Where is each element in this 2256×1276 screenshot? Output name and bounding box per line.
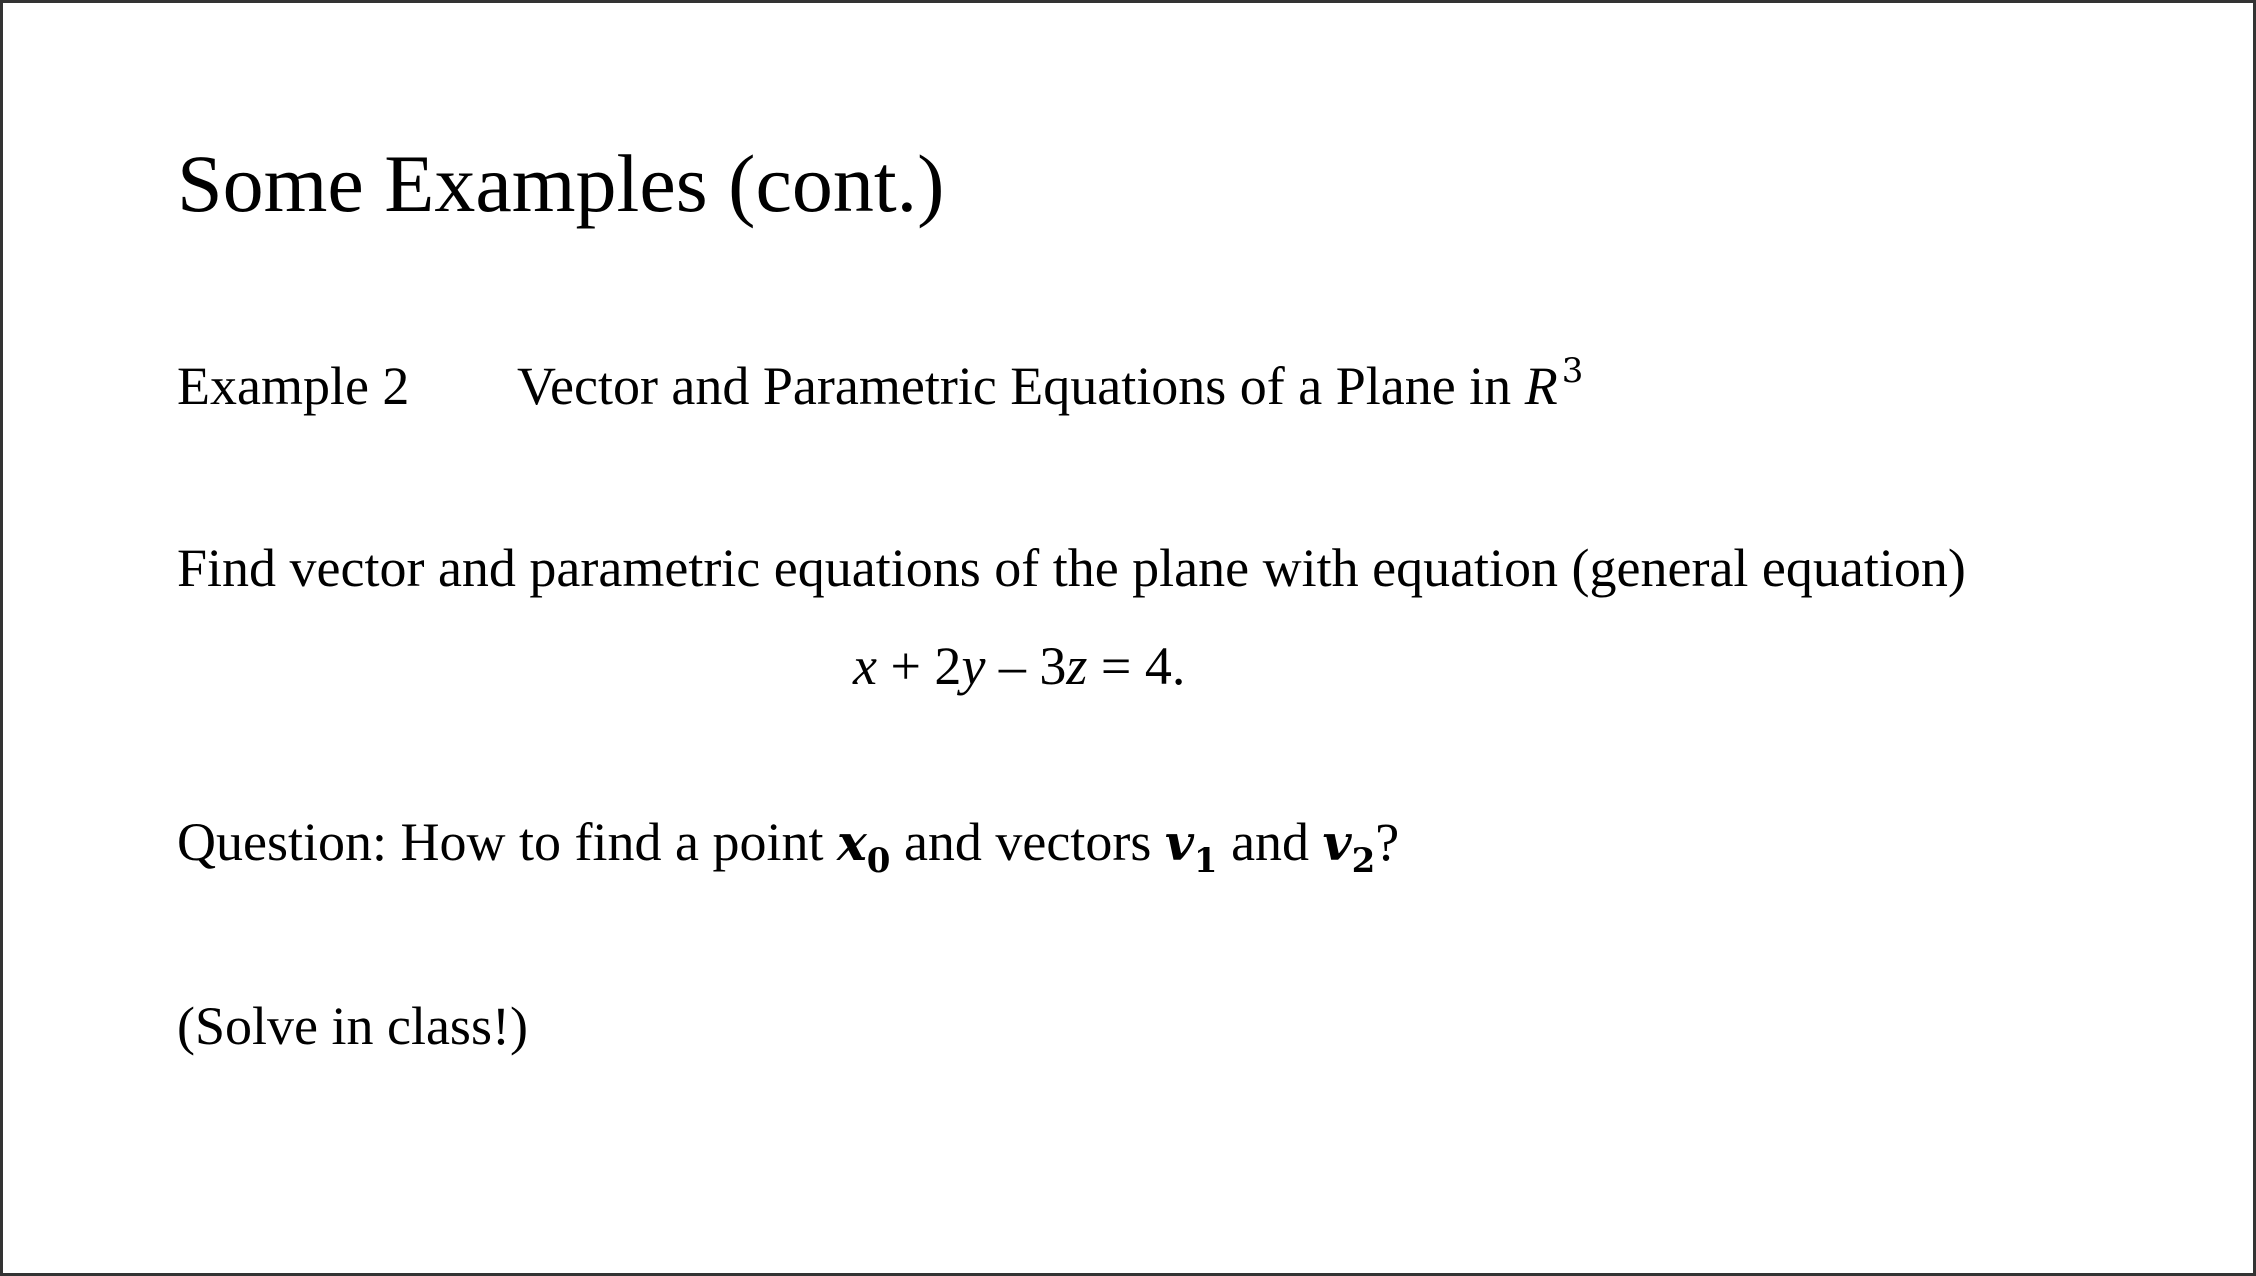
point-x0-var: x [836, 813, 867, 872]
question-mid2: and [1217, 812, 1323, 872]
slide-title: Some Examples (cont.) [177, 138, 945, 229]
point-x0-sub: 0 [866, 841, 891, 881]
plane-equation [853, 636, 1186, 696]
example-line [177, 351, 1584, 416]
vector-v2-var: v [1322, 813, 1352, 872]
question-suffix: ? [1375, 812, 1400, 872]
problem-statement: Find vector and parametric equations of the plane with equation (general equation) [177, 538, 1966, 598]
space-exponent: 3 [1561, 351, 1584, 391]
example-heading-text: Vector and Parametric Equations of a Plane in [517, 356, 1525, 416]
example-heading [517, 351, 1584, 416]
question-prefix: Question: How to find a point [177, 812, 837, 872]
solve-note: (Solve in class!) [177, 996, 528, 1056]
space-symbol: R [1524, 356, 1558, 416]
equation-x: x [853, 636, 877, 696]
question-mid1: and vectors [890, 812, 1165, 872]
vector-v1-var: v [1164, 813, 1194, 872]
equation-minus: – 3 [985, 636, 1067, 696]
equation-rhs: = 4. [1087, 636, 1186, 696]
equation-z: z [1066, 636, 1088, 696]
equation-plus: + 2 [876, 636, 962, 696]
equation-y: y [961, 636, 986, 696]
question [177, 812, 1400, 881]
vector-v1-sub: 1 [1193, 841, 1218, 881]
example-label: Example 2 [177, 356, 410, 416]
vector-v2-sub: 2 [1351, 841, 1376, 881]
